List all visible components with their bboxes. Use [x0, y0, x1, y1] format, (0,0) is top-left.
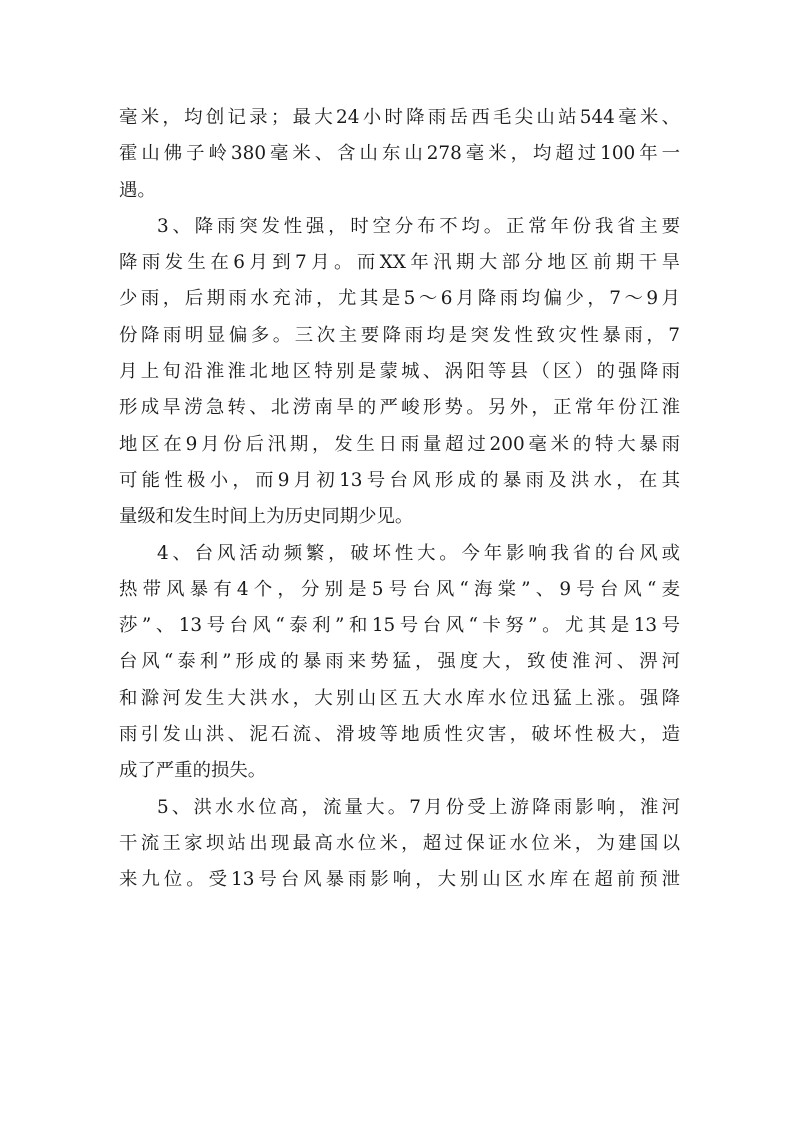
text-line: 降雨发生在6月到7月。而XX年汛期大部分地区前期干旱 — [119, 252, 680, 274]
text-line: 莎”、13号台风“泰利”和15号台风“卡努”。尤其是13号 — [119, 615, 680, 637]
paragraph-3 — [119, 536, 680, 790]
document-body — [119, 100, 680, 899]
text-line: 来九位。受13号台风暴雨影响，大别山区水库在超前预泄 — [119, 869, 680, 891]
text-line: 干流王家坝站出现最高水位米，超过保证水位米，为建国以 — [119, 832, 680, 854]
text-line: 台风“泰利”形成的暴雨来势猛，强度大，致使淮河、淠河 — [119, 651, 680, 673]
text-line: 形成旱涝急转、北涝南旱的严峻形势。另外，正常年份江淮 — [119, 397, 680, 419]
text-line: 毫米，均创记录；最大24小时降雨岳西毛尖山站544毫米、 — [119, 107, 680, 128]
text-line: 可能性极小，而9月初13号台风形成的暴雨及洪水，在其 — [119, 469, 680, 491]
text-line: 霍山佛子岭380毫米、含山东山278毫米，均超过100年一 — [119, 143, 680, 165]
text-line: 份降雨明显偏多。三次主要降雨均是突发性致灾性暴雨，7 — [119, 324, 680, 346]
text-line: 热带风暴有4个，分别是5号台风“海棠”、9号台风“麦 — [119, 578, 680, 600]
text-line: 雨引发山洪、泥石流、滑坡等地质性灾害，破坏性极大，造 — [119, 724, 680, 746]
paragraph-2 — [119, 209, 680, 536]
text-line: 月上旬沿淮淮北地区特别是蒙城、涡阳等县（区）的强降雨 — [119, 361, 680, 383]
text-line: 量级和发生时间上为历史同期少见。 — [119, 506, 414, 528]
text-line: 少雨，后期雨水充沛，尤其是5～6月降雨均偏少，7～9月 — [119, 288, 680, 310]
paragraph-1 — [119, 100, 680, 209]
text-line: 成了严重的损失。 — [119, 760, 267, 782]
paragraph-4 — [119, 790, 680, 899]
text-line: 4、台风活动频繁，破坏性大。今年影响我省的台风或 — [157, 542, 680, 564]
text-line: 3、降雨突发性强，时空分布不均。正常年份我省主要 — [157, 215, 680, 237]
text-line: 遇。 — [119, 179, 156, 201]
text-line: 地区在9月份后汛期，发生日雨量超过200毫米的特大暴雨 — [119, 433, 680, 455]
text-line: 5、洪水水位高，流量大。7月份受上游降雨影响，淮河 — [157, 796, 680, 818]
text-line: 和滁河发生大洪水，大别山区五大水库水位迅猛上涨。强降 — [119, 687, 680, 709]
